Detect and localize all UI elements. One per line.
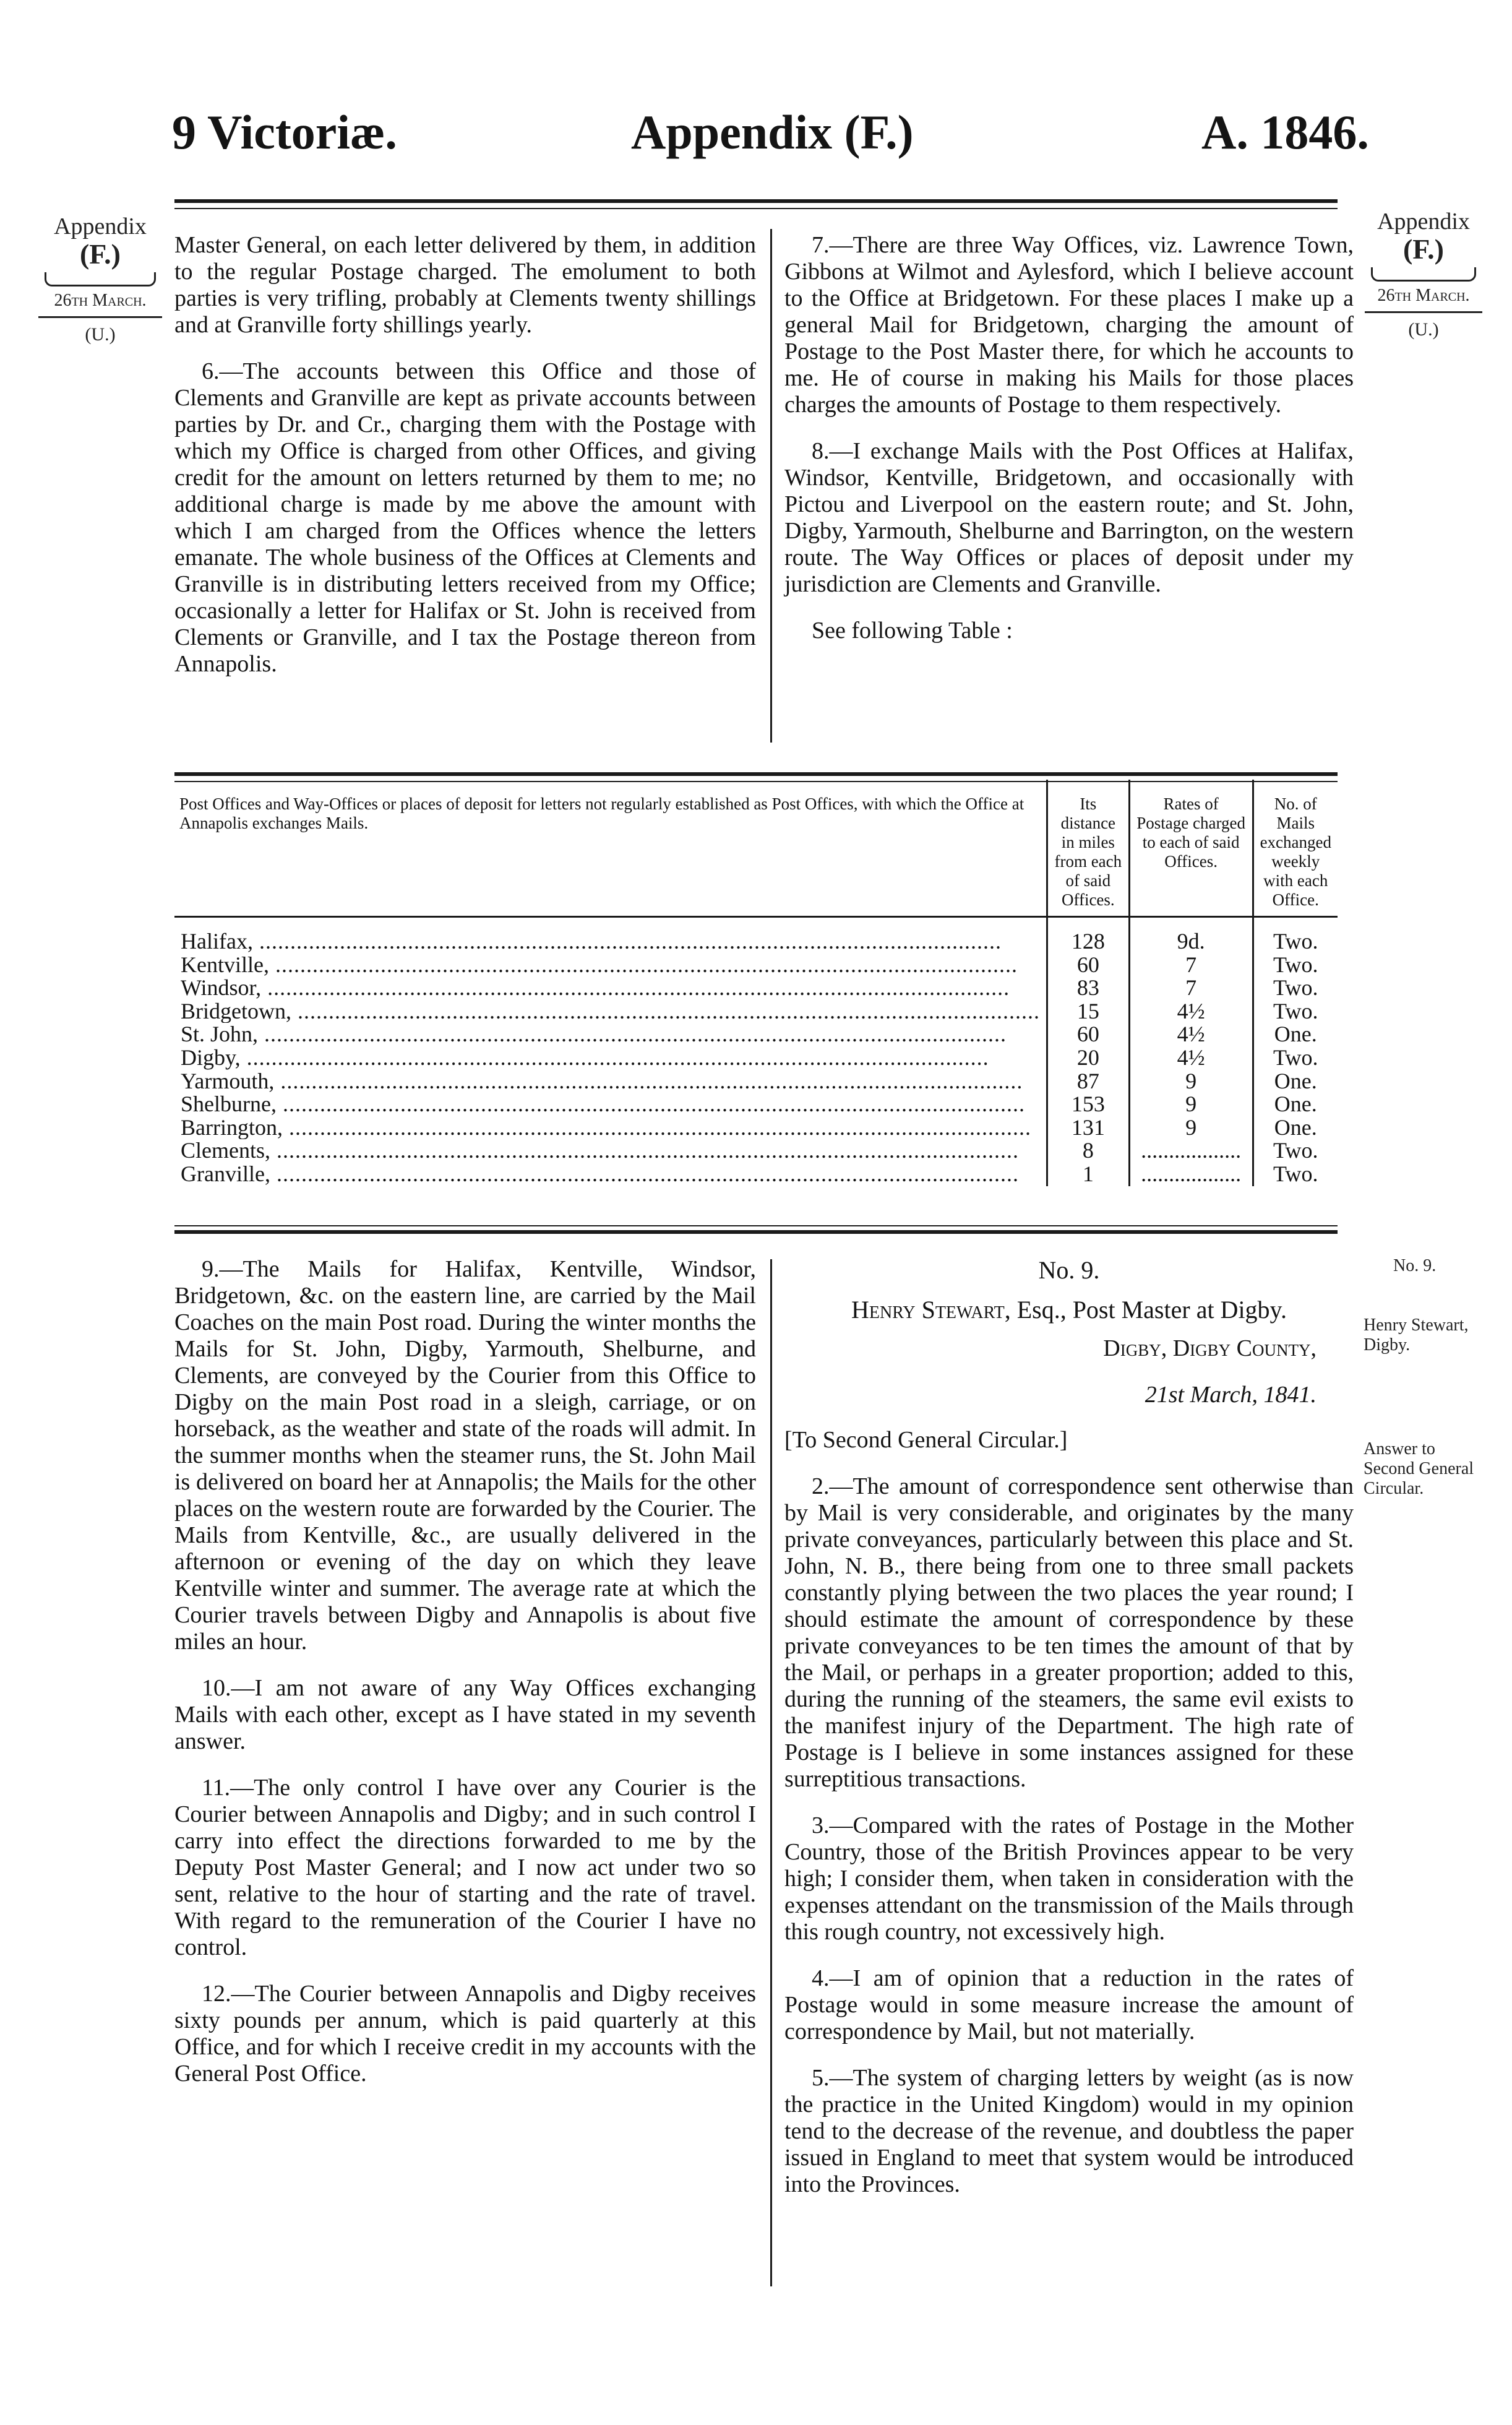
cell-distance: 8 xyxy=(1047,1139,1129,1163)
paragraph: 11.—The only control I have over any Courier is the Courier between Annapolis and Digby; and in such control I carry into effect the directions forwarded to me by the Deputy Post Master General; and I now act under two so sent, relative to the hour of starting and the rate of travel. With regard to the remuneration of the Courier I have no control. xyxy=(174,1775,756,1960)
col-header-office: Post Offices and Way-Offices or places of deposit for letters not regularly established as Post Offices, with which the Office at Annapolis exchanges Mails. xyxy=(179,795,1024,832)
margin-appendix-label: Appendix xyxy=(1377,209,1470,235)
margin-sub-label: (U.) xyxy=(85,324,116,345)
place-name: Yarmouth, xyxy=(181,1069,275,1093)
table-row xyxy=(174,1070,1338,1093)
leader-dots: ........................................................................................................................ xyxy=(268,953,1018,977)
cell-mails: Two. xyxy=(1253,1139,1338,1163)
letter-number: No. 9. xyxy=(1038,1256,1100,1284)
table-row xyxy=(174,1023,1338,1046)
letter-author xyxy=(784,1296,1354,1324)
cell-rate: 4½ xyxy=(1129,1000,1253,1023)
cell-place xyxy=(174,1000,1047,1023)
leader-dots: ........................................................................................................................ xyxy=(282,1116,1031,1140)
leader-dots: ........................................................................................................................ xyxy=(274,1069,1023,1093)
cell-rate: 7 xyxy=(1129,954,1253,977)
cell-rate: 9d. xyxy=(1129,930,1253,954)
cell-mails: One. xyxy=(1253,1093,1338,1116)
cell-mails: One. xyxy=(1253,1116,1338,1140)
paragraph: 8.—I exchange Mails with the Post Offices at Halifax, Windsor, Kentville, Bridgetown, and occasionally with Pictou and Liverpool on the eastern route; and St. John, Digby, Yarmouth, Shelburne and Barrington, on the western route. The Way Offices or places of deposit under my jurisdiction are Clements and Granville. xyxy=(784,438,1354,597)
leader-dots: ........................................................................................................................ xyxy=(258,1023,1007,1046)
cell-place xyxy=(174,976,1047,1000)
cell-mails: One. xyxy=(1253,1070,1338,1093)
leader-dots: ........................................................................................................................ xyxy=(270,1162,1019,1186)
cell-rate: 7 xyxy=(1129,976,1253,1000)
margin-divider xyxy=(1365,311,1482,313)
place-name: Shelburne, xyxy=(181,1093,277,1116)
place-name: Digby, xyxy=(181,1046,241,1070)
cell-place xyxy=(174,1070,1047,1093)
cell-place xyxy=(174,1163,1047,1186)
author-title: , Esq., Post Master at Digby. xyxy=(1004,1296,1287,1324)
margin-appendix-letter: (F.) xyxy=(1402,233,1444,265)
cell-rate: 4½ xyxy=(1129,1023,1253,1046)
leader-dots: ........................................................................................................................ xyxy=(291,999,1040,1023)
cell-place xyxy=(174,1116,1047,1140)
cell-mails: Two. xyxy=(1253,1046,1338,1070)
header-title: Appendix (F.) xyxy=(631,105,914,159)
cell-mails: Two. xyxy=(1253,1163,1338,1186)
cell-place xyxy=(174,1139,1047,1163)
header-rule-thick xyxy=(174,199,1338,203)
circular-reference: [To Second General Circular.] xyxy=(784,1427,1068,1453)
place-name: Halifax, xyxy=(181,930,253,954)
mail-exchange-table xyxy=(174,780,1338,1186)
table-header-row xyxy=(174,780,1338,917)
letter-place: Digby, Digby County, xyxy=(1103,1335,1317,1361)
margin-appendix-label: Appendix xyxy=(54,213,147,239)
margin-divider xyxy=(38,316,162,318)
side-note-author: Henry Stewart, Digby. xyxy=(1364,1316,1469,1355)
bottom-left-column xyxy=(174,1256,756,2107)
table-row xyxy=(174,954,1338,977)
cell-distance: 20 xyxy=(1047,1046,1129,1070)
paragraph: 2.—The amount of correspondence sent otherwise than by Mail is very considerable, and originates by the many private conveyances, particularly between this place and St. John, N. B., there being from one to three small packets constantly plying between the two places the year round; I should estimate the amount of correspondence by these private conveyances to be ten times the amount of that by the Mail, or perhaps in a greater proportion; added to this, during the running of the steamers, the same evil exists to the manifest injury of the Department. The high rate of Postage is I believe in some instances assigned for these surreptitious transactions. xyxy=(784,1473,1354,1792)
cell-rate: 9 xyxy=(1129,1093,1253,1116)
paragraph: 6.—The accounts between this Office and those of Clements and Granville are kept as private accounts between parties by Dr. and Cr., charging them with the Postage with which my Office is charged from other Offices, and giving credit for the amount on letters returned by them to me; no additional charge is made by me above the amount with which I am charged from the Offices whence the letters emanate. The whole business of the Offices at Clements and Granville is in distributing letters received from my Office; occasionally a letter for Halifax or St. John is received from Clements or Granville, and I tax the Postage thereon from Annapolis. xyxy=(174,358,756,677)
cell-distance: 153 xyxy=(1047,1093,1129,1116)
margin-date: 26th March. xyxy=(1377,286,1470,305)
margin-brace xyxy=(1371,267,1476,282)
table-bottom-rule-thick xyxy=(174,1230,1338,1234)
table-row xyxy=(174,976,1338,1000)
leader-dots: ........................................................................................................................ xyxy=(240,1046,989,1070)
header-volume: 9 Victoriæ. xyxy=(172,105,397,159)
bottom-right-column xyxy=(784,1256,1354,2218)
top-column-divider xyxy=(770,229,772,743)
cell-mails: Two. xyxy=(1253,1000,1338,1023)
cell-rate: 4½ xyxy=(1129,1046,1253,1070)
leader-dots: ........................................................................................................................ xyxy=(270,1139,1019,1163)
table-row xyxy=(174,1000,1338,1023)
margin-note-right xyxy=(1365,209,1482,340)
paragraph: 12.—The Courier between Annapolis and Digby receives sixty pounds per annum, which is paid quarterly at this Office, and for which I receive credit in my accounts with the General Post Office. xyxy=(174,1981,756,2087)
cell-distance: 15 xyxy=(1047,1000,1129,1023)
table-spacer xyxy=(174,917,1338,931)
cell-mails: One. xyxy=(1253,1023,1338,1046)
author-name: Henry Stewart xyxy=(851,1296,1005,1324)
place-name: Windsor, xyxy=(181,976,262,1000)
cell-mails: Two. xyxy=(1253,976,1338,1000)
table-row xyxy=(174,930,1338,954)
table-row xyxy=(174,1163,1338,1186)
table-top-rule-thick xyxy=(174,772,1338,776)
paragraph: 4.—I am of opinion that a reduction in the rates of Postage would in some measure increase the amount of correspondence by Mail, but not materially. xyxy=(784,1965,1354,2044)
top-left-column xyxy=(174,232,756,697)
leader-dots: ........................................................................................................................ xyxy=(276,1093,1025,1116)
paragraph: 7.—There are three Way Offices, viz. Lawrence Town, Gibbons at Wilmot and Aylesford, which I believe account to the Office at Bridgetown. For these places I make up a general Mail for Bridgetown, charging the amount of Postage to the Post Master there, for which he accounts to me. He of course in making his Mails for those places charges the amounts of Postage to them respectively. xyxy=(784,232,1354,418)
cell-mails: Two. xyxy=(1253,954,1338,977)
cell-rate: .................. xyxy=(1129,1139,1253,1163)
margin-brace xyxy=(45,272,156,286)
table-bottom-rule-thin xyxy=(174,1225,1338,1226)
place-name: St. John, xyxy=(181,1023,259,1046)
see-table-note: See following Table : xyxy=(812,618,1013,644)
letter-date: 21st March, 1841. xyxy=(1145,1382,1317,1408)
header-rule-thin xyxy=(174,208,1338,209)
cell-place xyxy=(174,930,1047,954)
col-header-rate: Rates of Postage charged to each of said Offices. xyxy=(1129,780,1253,917)
table-row xyxy=(174,1046,1338,1070)
place-name: Kentville, xyxy=(181,953,269,977)
cell-place xyxy=(174,954,1047,977)
leader-dots: ........................................................................................................................ xyxy=(252,930,1002,954)
cell-rate: .................. xyxy=(1129,1163,1253,1186)
side-note-answer: Answer to Second General Circular. xyxy=(1364,1439,1474,1498)
cell-rate: 9 xyxy=(1129,1070,1253,1093)
paragraph: 5.—The system of charging letters by weight (as is now the practice in the United Kingdom) would in my opinion tend to the decrease of the revenue, and doubtless the paper issued in England to meet that system would be introduced into the Provinces. xyxy=(784,2065,1354,2197)
cell-distance: 60 xyxy=(1047,1023,1129,1046)
place-name: Clements, xyxy=(181,1139,270,1163)
table-row xyxy=(174,1139,1338,1163)
paragraph: 3.—Compared with the rates of Postage in the Mother Country, those of the British Provinces appear to be very high; I consider them, when taken in consideration with the expenses attendant on the transmission of the Mails through this rough country, not excessively high. xyxy=(784,1812,1354,1945)
leader-dots: ........................................................................................................................ xyxy=(261,976,1010,1000)
paragraph: 9.—The Mails for Halifax, Kentville, Windsor, Bridgetown, &c. on the eastern line, are carried by the Mail Coaches on the main Post road. During the winter months the Mails for St. John, Digby, Yarmouth, Shelburne, and Clements, are conveyed by the Courier from this Office to Digby on the main Post road in a sleigh, carriage, or on horseback, as the weather and state of the roads will admit. In the summer months when the steamer runs, the St. John Mail is delivered on board her at Annapolis; the Mails for the other places on the western route are forwarded by the Courier. The Mails from Kentville, &c., are usually delivered in the afternoon or evening of the day on which they leave Kentville winter and summer. The average rate at which the Courier travels between Digby and Annapolis is about five miles an hour. xyxy=(174,1256,756,1655)
cell-place xyxy=(174,1046,1047,1070)
col-header-distance: Its distance in miles from each of said Offices. xyxy=(1047,780,1129,917)
paragraph: 10.—I am not aware of any Way Offices exchanging Mails with each other, except as I have stated in my seventh answer. xyxy=(174,1675,756,1754)
cell-place xyxy=(174,1023,1047,1046)
cell-place xyxy=(174,1093,1047,1116)
table-row xyxy=(174,1093,1338,1116)
header-year: A. 1846. xyxy=(1201,105,1369,159)
margin-appendix-letter: (F.) xyxy=(79,238,121,270)
col-header-mails: No. of Mails exchanged weekly with each Office. xyxy=(1253,780,1338,917)
margin-note-left xyxy=(38,214,162,345)
place-name: Barrington, xyxy=(181,1116,283,1140)
cell-distance: 60 xyxy=(1047,954,1129,977)
side-note-number: No. 9. xyxy=(1393,1256,1437,1275)
cell-distance: 128 xyxy=(1047,930,1129,954)
cell-distance: 87 xyxy=(1047,1070,1129,1093)
margin-date: 26th March. xyxy=(54,291,147,310)
cell-distance: 83 xyxy=(1047,976,1129,1000)
paragraph: Master General, on each letter delivered by them, in addition to the regular Postage charged. The emolument to both parties is very trifling, probably at Clements twenty shillings and at Granville forty shillings yearly. xyxy=(174,232,756,338)
place-name: Bridgetown, xyxy=(181,999,291,1023)
top-right-column xyxy=(784,232,1354,664)
cell-distance: 1 xyxy=(1047,1163,1129,1186)
margin-sub-label: (U.) xyxy=(1408,319,1439,340)
table-row xyxy=(174,1116,1338,1140)
place-name: Granville, xyxy=(181,1162,270,1186)
cell-rate: 9 xyxy=(1129,1116,1253,1140)
cell-distance: 131 xyxy=(1047,1116,1129,1140)
cell-mails: Two. xyxy=(1253,930,1338,954)
bottom-column-divider xyxy=(770,1259,772,2286)
